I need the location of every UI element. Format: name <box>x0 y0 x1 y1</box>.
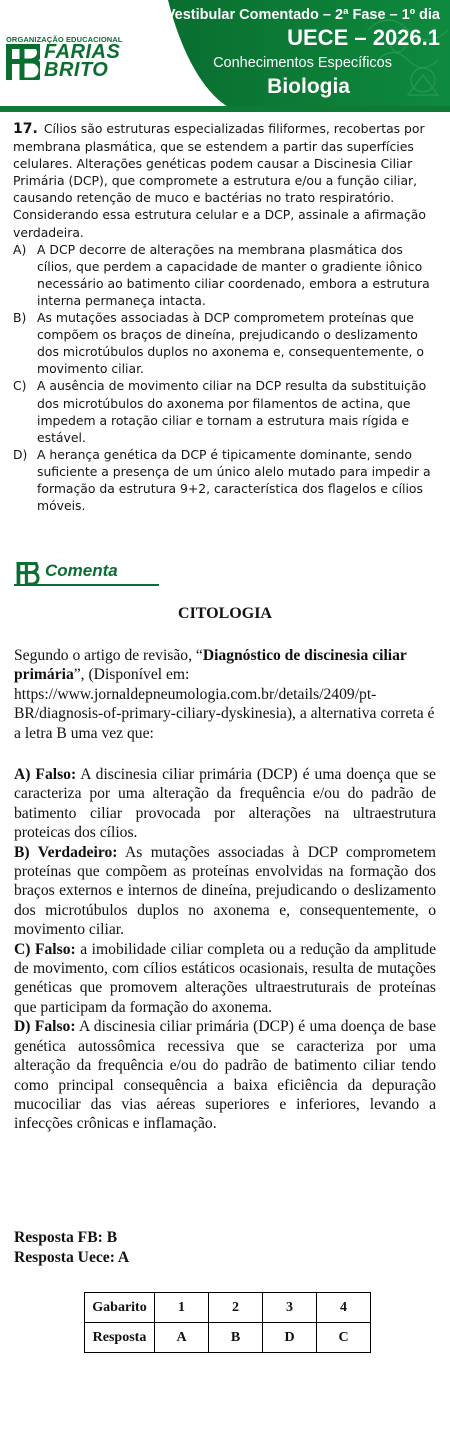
item-label: C) Falso: <box>14 940 76 958</box>
item-text: A discinesia ciliar primária (DCP) é uma doença que se caracteriza por uma alteração da frequência e/ou do padrão de batimento ciliar provocada por alterações na ultraestrutura proteicas dos cílios. <box>14 766 436 842</box>
item-label: D) Falso: <box>14 1018 76 1036</box>
option-letter: B) <box>13 310 27 326</box>
area-label: Conhecimentos Específicos <box>213 55 392 71</box>
exam-line: Vestibular Comentado – 2ª Fase – 1º dia <box>165 7 440 23</box>
logo-name-farias: FARIAS <box>44 41 121 63</box>
option-b <box>13 309 440 377</box>
logo-name-brito: BRITO <box>44 59 109 81</box>
table-cell: A <box>155 1323 209 1353</box>
option-letter: C) <box>13 378 27 394</box>
resposta-uece: Resposta Uece: A <box>14 1249 130 1266</box>
table-cell: D <box>263 1323 317 1353</box>
gabarito-table <box>84 1292 371 1353</box>
answer-item-a <box>14 765 436 843</box>
exam-title: UECE – 2026.1 <box>287 25 440 50</box>
table-cell: 3 <box>263 1293 317 1323</box>
logo-org-label: ORGANIZAÇÃO EDUCACIONAL <box>6 35 123 44</box>
table-cell: C <box>317 1323 371 1353</box>
question-number: 17. <box>13 121 38 137</box>
table-header-row <box>85 1293 371 1323</box>
answer-intro <box>14 646 436 743</box>
option-c <box>13 377 440 445</box>
item-text: As mutações associadas à DCP comprometem proteínas que compõem as proteínas envolvidas na formação dos braços externos e internos de dineína, prejudicando o deslizamento dos microtúbulos duplos no axonema e, consequentemente, o movimento ciliar. <box>14 843 436 939</box>
option-text: A DCP decorre de alterações na membrana plasmática dos cílios, que perdem a capacidade de manter o gradiente iônico necessário ao batimento ciliar coordenado, embora a estrutura interna permaneça intacta. <box>37 241 430 308</box>
question-text: Cílios são estruturas especializadas filiformes, recobertas por membrana plasmática, que se estendem a partir das superfícies celulares. Alterações genéticas podem causar a Discinesia Ciliar Primária (DCP), que compromete a estrutura e/ou a função ciliar, causando retenção de muco e bactérias no trato respiratório. Considerando essa estrutura celular e a DCP, assinale a afirmação verdadeira. <box>13 121 426 240</box>
fb-comenta-logo-icon <box>14 562 40 584</box>
answer-body <box>14 765 436 1134</box>
table-cell: 4 <box>317 1293 371 1323</box>
page-header <box>0 0 450 112</box>
answer-item-b <box>14 843 436 940</box>
table-cell: 1 <box>155 1293 209 1323</box>
option-d <box>13 446 440 514</box>
option-a <box>13 241 440 309</box>
question-stem <box>13 120 440 241</box>
intro-post: ”, (Disponível em: https://www.jornaldepneumologia.com.br/details/2409/pt-BR/diagnosis-of-primary-ciliary-dyskinesia), a alternativa correta é a letra B uma vez que: <box>14 666 435 742</box>
comenta-banner <box>14 560 159 586</box>
answer-item-c <box>14 940 436 1018</box>
option-text: A ausência de movimento ciliar na DCP resulta da substituição dos microtúbulos do axonema por filamentos de actina, que impedem a rotação ciliar e tornam a estrutura mais rígida e estável. <box>37 378 427 445</box>
table-cell: Resposta <box>85 1323 155 1353</box>
item-text: A discinesia ciliar primária (DCP) é uma doença de base genética autossômica recessiva que se caracteriza por uma alteração da frequência e/ou do padrão de batimento ciliar tendo como principal consequência a baixa eficiência da depuração mucociliar das vias aéreas superiores e inferiores, levando a infecções crônicas e inflamação. <box>14 1018 436 1133</box>
comenta-rule <box>14 584 159 586</box>
intro-pre: Segundo o artigo de revisão, “ <box>14 647 203 664</box>
table-cell: Gabarito <box>85 1293 155 1323</box>
table-cell: B <box>209 1323 263 1353</box>
fb-logo-icon <box>6 44 40 80</box>
option-letter: A) <box>13 241 27 257</box>
subject-label: Biologia <box>267 75 350 98</box>
option-letter: D) <box>13 446 28 462</box>
option-text: A herança genética da DCP é tipicamente dominante, sendo suficiente a presença de um único alelo mutado para impedir a formação da estrutura 9+2, característica dos flagelos e cílios móveis. <box>37 446 431 514</box>
table-cell: 2 <box>209 1293 263 1323</box>
section-title: CITOLOGIA <box>178 605 272 622</box>
question-block <box>13 120 440 514</box>
resposta-fb: Resposta FB: B <box>14 1229 118 1246</box>
table-row <box>85 1323 371 1353</box>
answer-item-d <box>14 1017 436 1133</box>
article-title: Diagnóstico de discinesia ciliar primária <box>14 647 407 684</box>
header-underline <box>0 106 450 112</box>
option-text: As mutações associadas à DCP comprometem proteínas que compõem os braços de dineína, prejudicando o deslizamento dos microtúbulos duplos no axonema e, consequentemente, o movimento ciliar. <box>37 310 424 377</box>
item-label: A) Falso: <box>14 766 77 783</box>
item-text: a imobilidade ciliar completa ou a redução da amplitude de movimento, com cílios estáticos ocasionais, resulta de mutações genéticas que promovem alterações ultraestruturais de proteínas que participam da formação do axonema. <box>14 940 436 1016</box>
item-label: B) Verdadeiro: <box>14 843 118 861</box>
comenta-label: Comenta <box>45 561 118 580</box>
